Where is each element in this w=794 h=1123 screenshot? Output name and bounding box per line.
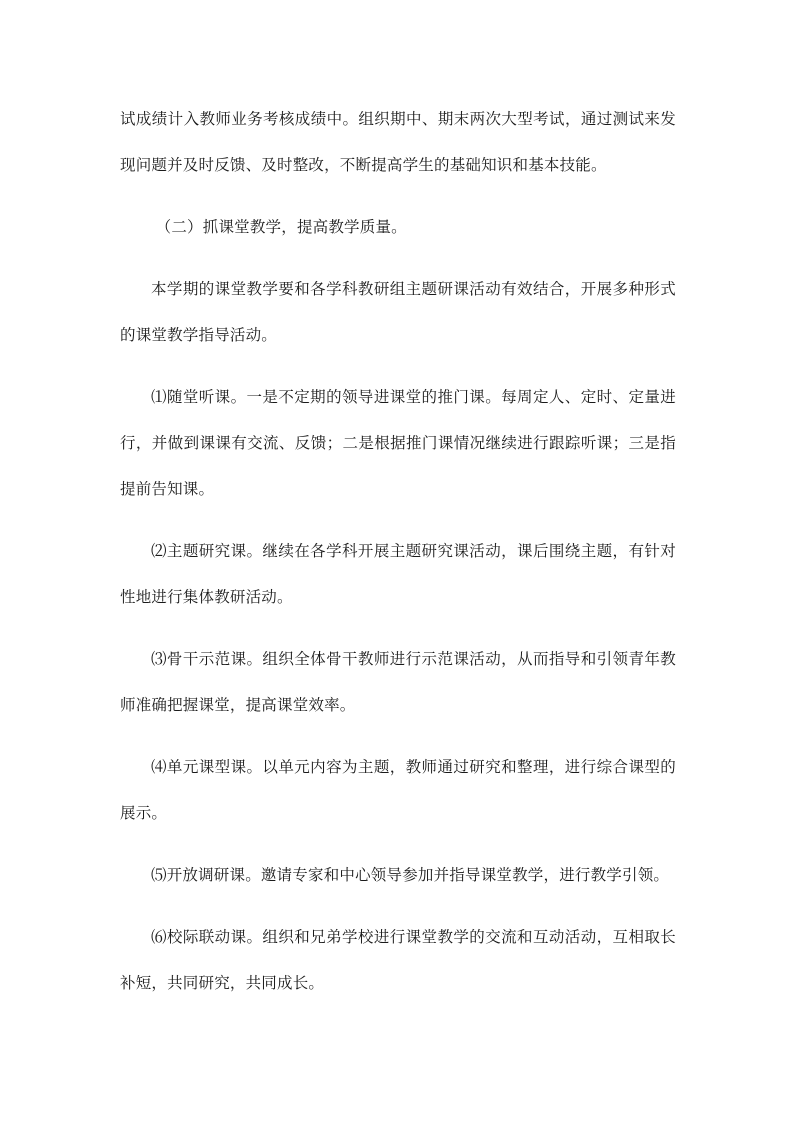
paragraph-exam-results: 试成绩计入教师业务考核成绩中。组织期中、期末两次大型考试，通过测试来发现问题并及时反馈、及时整改，不断提高学生的基础知识和基本技能。 bbox=[120, 110, 676, 174]
list-item-class-observation: ⑴随堂听课。一是不定期的领导进课堂的推门课。每周定人、定时、定量进行，并做到课课有交流、反馈；二是根据推门课情况继续进行跟踪听课；三是指提前告知课。 bbox=[120, 388, 676, 498]
list-item-demonstration-lesson: ⑶骨干示范课。组织全体骨干教师进行示范课活动，从而指导和引领青年教师准确把握课堂，提高课堂效率。 bbox=[120, 650, 676, 714]
document-body bbox=[120, 96, 676, 1022]
list-item-unit-lesson: ⑷单元课型课。以单元内容为主题，教师通过研究和整理，进行综合课型的展示。 bbox=[120, 758, 676, 822]
list-item-theme-research: ⑵主题研究课。继续在各学科开展主题研究课活动，课后围绕主题，有针对性地进行集体教研活动。 bbox=[120, 542, 676, 606]
list-item-inter-school-lesson: ⑹校际联动课。组织和兄弟学校进行课堂教学的交流和互动活动，互相取长补短，共同研究，共同成长。 bbox=[120, 928, 676, 992]
section-heading-classroom-teaching: （二）抓课堂教学，提高教学质量。 bbox=[155, 218, 407, 236]
paragraph-classroom-overview: 本学期的课堂教学要和各学科教研组主题研课活动有效结合，开展多种形式的课堂教学指导活动。 bbox=[120, 280, 676, 344]
list-item-open-research-lesson: ⑸开放调研课。邀请专家和中心领导参加并指导课堂教学，进行教学引领。 bbox=[151, 866, 670, 884]
